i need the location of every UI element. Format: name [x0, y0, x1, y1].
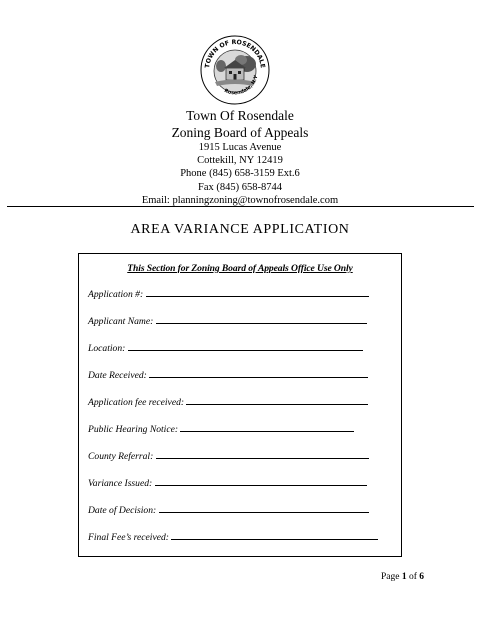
page-number: [381, 572, 424, 582]
field-label: Public Hearing Notice:: [88, 424, 179, 435]
field-blank-line[interactable]: [149, 376, 368, 378]
field-blank-line[interactable]: [171, 538, 378, 540]
field-blank-line[interactable]: [155, 484, 367, 486]
field-label: Application fee received:: [88, 397, 185, 408]
field-label: Variance Issued:: [88, 478, 153, 489]
field-row: [88, 451, 369, 462]
field-blank-line[interactable]: [146, 295, 369, 297]
page-word: Page: [380, 572, 400, 582]
field-row: [88, 289, 369, 300]
field-label: Final Fee’s received:: [88, 532, 169, 543]
field-blank-line[interactable]: [128, 349, 363, 351]
field-row: [88, 316, 367, 327]
field-label: Location:: [88, 343, 126, 354]
field-row: [88, 343, 363, 354]
field-row: [88, 532, 378, 543]
current-page: 1: [401, 572, 407, 582]
city-line: Cottekill, NY 12419: [197, 155, 283, 167]
field-row: [88, 424, 354, 435]
office-use-heading: This Section for Zoning Board of Appeals Office Use Only: [127, 263, 353, 274]
field-label: County Referral:: [88, 451, 154, 462]
field-blank-line[interactable]: [156, 322, 367, 324]
office-use-box: [78, 253, 402, 557]
fax-line: Fax (845) 658-8744: [198, 181, 282, 193]
header-divider: [7, 206, 474, 207]
document-title: AREA VARIANCE APPLICATION: [130, 222, 350, 237]
field-blank-line[interactable]: [159, 511, 369, 513]
field-label: Date Received:: [88, 370, 147, 381]
field-row: [88, 478, 367, 489]
of-word: of: [408, 572, 417, 582]
address-line: 1915 Lucas Avenue: [198, 142, 282, 153]
board-name: Zoning Board of Appeals: [171, 125, 309, 140]
field-row: [88, 397, 368, 408]
town-name: Town Of Rosendale: [186, 108, 294, 123]
email-line: Email: planningzoning@townofrosendale.com: [141, 194, 339, 206]
field-blank-line[interactable]: [156, 457, 369, 459]
letterhead: [0, 107, 480, 207]
svg-text:TOWN OF ROSENDALE: TOWN OF ROSENDALE: [204, 38, 266, 69]
field-blank-line[interactable]: [180, 430, 354, 432]
field-blank-line[interactable]: [186, 403, 368, 405]
svg-text:Rosendale, N.Y.: Rosendale, N.Y: [223, 75, 260, 97]
town-seal-logo: [199, 34, 271, 106]
field-row: [88, 370, 368, 381]
field-label: Date of Decision:: [88, 505, 157, 516]
field-label: Application #:: [88, 289, 144, 300]
total-pages: 6: [419, 572, 424, 582]
field-label: Applicant Name:: [88, 316, 154, 327]
field-row: [88, 505, 369, 516]
phone-line: Phone (845) 658-3159 Ext.6: [180, 168, 300, 180]
